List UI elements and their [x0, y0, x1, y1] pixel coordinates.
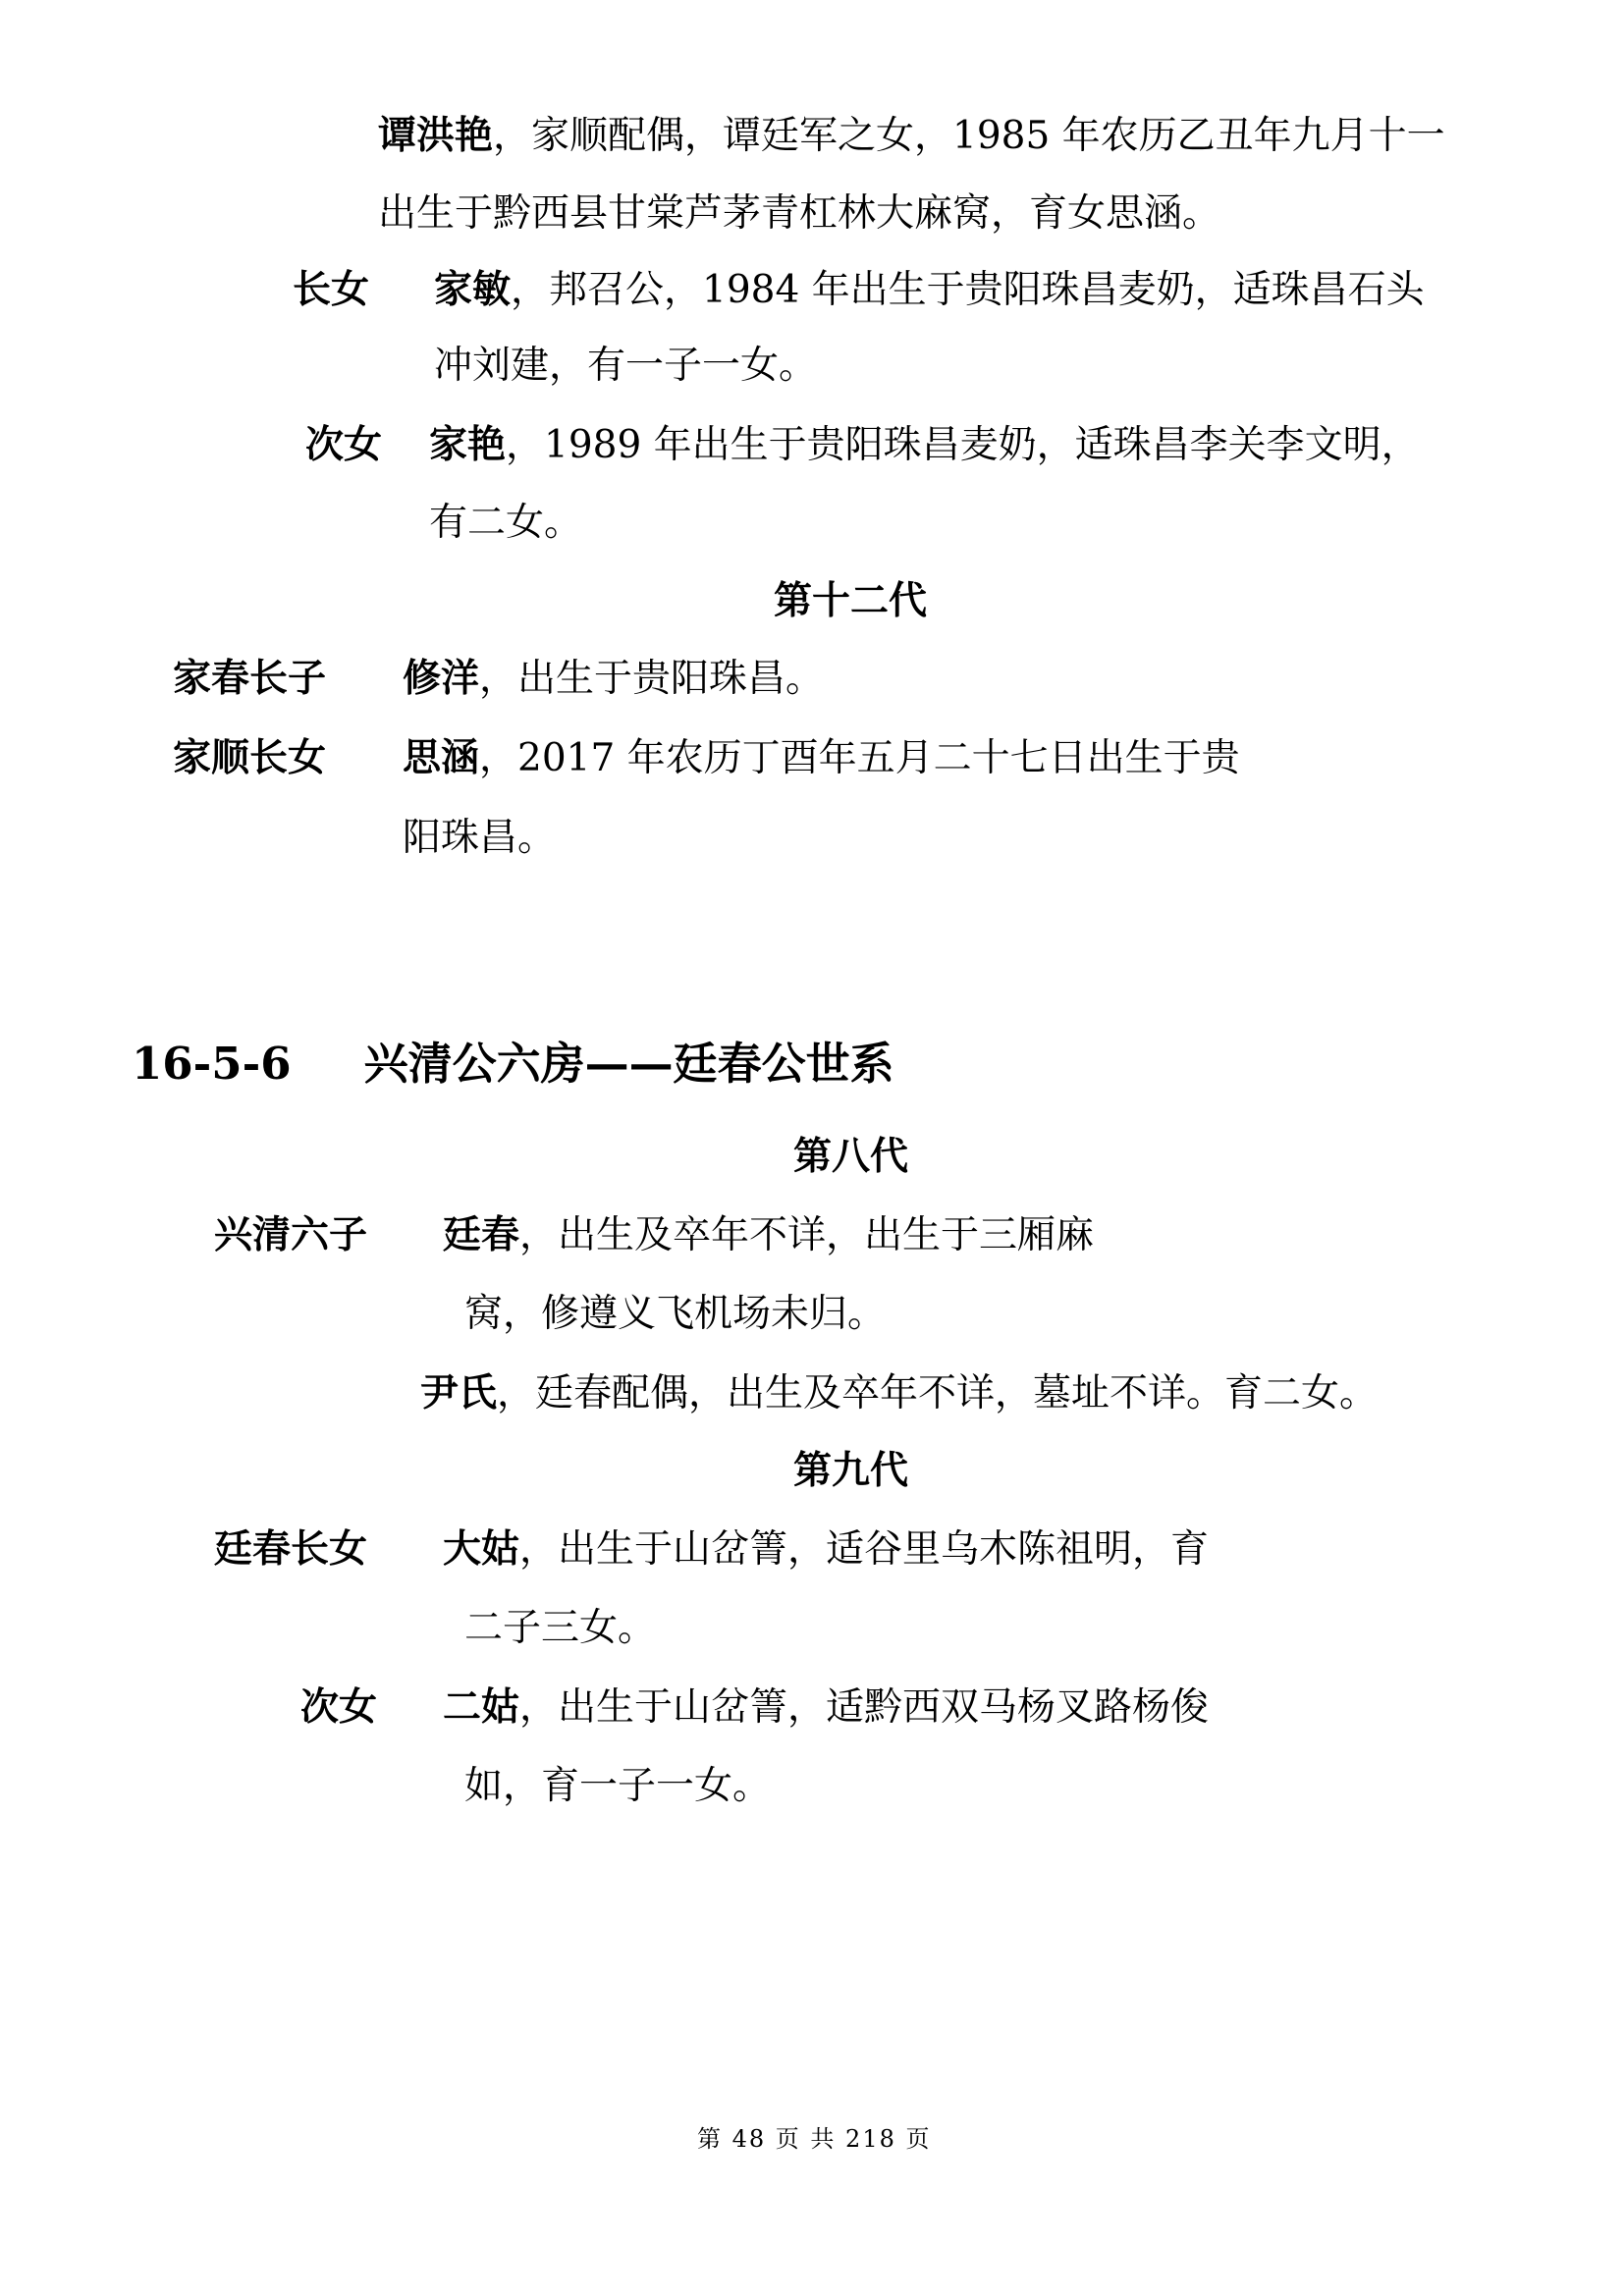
entry-dagu-line2 — [464, 1604, 656, 1653]
entry-text: 二子三女。 — [464, 1606, 657, 1650]
entry-text: 出生于黔西县甘棠芦茅青杠林大麻窝，育女思涵。 — [378, 191, 1221, 236]
entry-text: ，家顺配偶，谭廷军之女，1985 年农历乙丑年九月十一 — [493, 114, 1445, 158]
entry-text: ，2017 年农历丁酉年五月二十七日出生于贵 — [479, 736, 1240, 780]
page-footer: 第 48 页 共 218 页 — [697, 2125, 932, 2153]
entry-text: ，邦召公，1984 年出生于贵阳珠昌麦奶，适珠昌石头 — [511, 268, 1425, 312]
relation-label: 家顺长女 — [173, 735, 327, 780]
entry-text: 如，育一子一女。 — [464, 1764, 772, 1808]
person-name: 家敏 — [434, 267, 512, 312]
person-name: 尹氏 — [420, 1370, 498, 1415]
relation-label: 长女 — [293, 267, 370, 312]
entry-tingchun-line1 — [443, 1210, 1094, 1260]
section-title: 兴清公六房——廷春公世系 — [363, 1038, 894, 1090]
person-name: 修洋 — [403, 656, 480, 701]
entry-text: 冲刘建，有一子一女。 — [434, 344, 818, 388]
entry-text: ，出生于山岔箐，适谷里乌木陈祖明，育 — [519, 1527, 1210, 1572]
entry-sihan-line2 — [403, 814, 556, 863]
entry-text: ，廷春配偶，出生及卒年不详，墓址不详。育二女。 — [497, 1371, 1379, 1415]
entry-text: ，出生于贵阳珠昌。 — [479, 657, 825, 701]
person-name: 思涵 — [403, 735, 480, 780]
generation-heading: 第八代 — [793, 1134, 909, 1179]
person-name: 大姑 — [443, 1526, 520, 1572]
entry-text: ，出生及卒年不详，出生于三厢麻 — [519, 1213, 1095, 1257]
entry-ergu-line1 — [443, 1682, 1209, 1733]
entry-text: ，1989 年出生于贵阳珠昌麦奶，适珠昌李关李文明， — [506, 423, 1420, 467]
person-name: 家艳 — [429, 422, 507, 467]
person-name: 谭洪艳 — [378, 113, 494, 158]
entry-tan-hongyan-line1 — [378, 111, 1445, 161]
entry-jiayan-line1 — [429, 420, 1420, 470]
entry-text: 有二女。 — [429, 501, 583, 545]
entry-tingchun-line2 — [464, 1290, 886, 1339]
generation-heading: 第十二代 — [774, 578, 928, 623]
entry-text: ，出生于山岔箐，适黔西双马杨叉路杨俊 — [519, 1685, 1210, 1730]
entry-xiuyang-line1 — [403, 654, 824, 704]
person-name: 廷春 — [443, 1212, 520, 1257]
entry-yinshi-line1 — [420, 1368, 1378, 1418]
relation-label: 次女 — [305, 422, 383, 467]
entry-jiayan-line2 — [429, 499, 582, 548]
section-number: 16-5-6 — [132, 1038, 292, 1090]
generation-heading: 第九代 — [793, 1448, 909, 1493]
relation-label: 廷春长女 — [214, 1526, 368, 1572]
relation-label: 兴清六子 — [214, 1212, 368, 1257]
entry-sihan-line1 — [403, 733, 1240, 783]
section-heading — [132, 1035, 894, 1094]
relation-label: 家春长子 — [173, 656, 327, 701]
entry-jiamin-line1 — [434, 265, 1425, 315]
entry-text: 阳珠昌。 — [403, 816, 557, 860]
person-name: 二姑 — [443, 1684, 520, 1730]
entry-jiamin-line2 — [434, 342, 817, 391]
relation-label: 次女 — [300, 1684, 378, 1730]
entry-text: 窝，修遵义飞机场未归。 — [464, 1292, 887, 1336]
entry-dagu-line1 — [443, 1524, 1209, 1575]
entry-ergu-line2 — [464, 1762, 771, 1811]
entry-tan-hongyan-line2 — [378, 189, 1220, 239]
